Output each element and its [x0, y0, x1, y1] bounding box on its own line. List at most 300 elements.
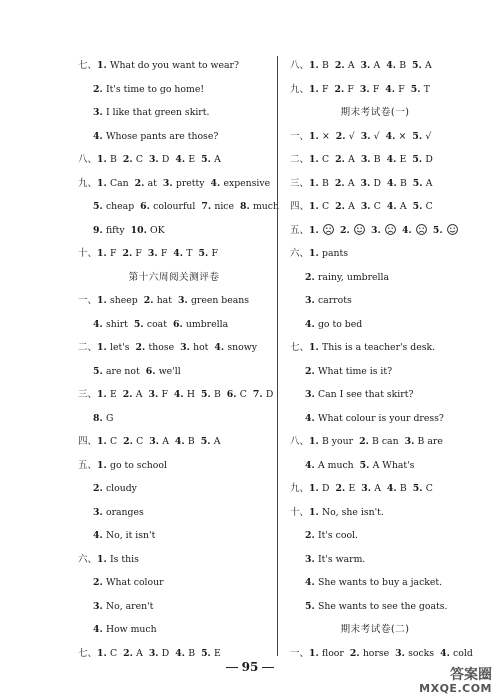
answer-item — [361, 54, 381, 78]
item-number: 4 . — [175, 154, 188, 165]
answer-item — [174, 383, 195, 407]
answer-item — [309, 54, 329, 78]
item-number: 3 . — [305, 295, 318, 306]
item-number: 4 . — [175, 436, 188, 447]
item-number: 1 . — [309, 84, 322, 95]
item-answer: A — [135, 389, 143, 400]
item-number: 3 . — [360, 84, 373, 95]
item-answer: B — [188, 647, 196, 659]
answer-item — [93, 595, 153, 619]
answer-item — [387, 477, 407, 501]
item-answer: √ — [425, 130, 432, 142]
answer-line — [78, 454, 270, 478]
item-number: 2 . — [335, 154, 348, 165]
answer-item — [97, 242, 116, 266]
item-number: 4 . — [387, 154, 400, 165]
item-number: 6 . — [140, 201, 153, 212]
answer-item — [387, 195, 407, 219]
answer-item — [309, 336, 435, 360]
item-answer: at — [147, 177, 157, 189]
answer-item — [335, 477, 355, 501]
item-number: 4 . — [214, 342, 227, 353]
item-answer: rainy, umbrella — [317, 271, 390, 283]
answer-item — [97, 336, 130, 360]
item-answer: What time is it? — [317, 365, 393, 377]
item-answer: A — [373, 60, 381, 71]
page-number — [0, 660, 500, 674]
item-answer: oranges — [105, 506, 144, 518]
item-number: 1 . — [97, 648, 110, 659]
answer-line — [78, 313, 270, 337]
item-number: 3 . — [395, 648, 408, 659]
item-number: 1 . — [309, 436, 322, 447]
answer-item — [123, 383, 143, 407]
item-number: 2 . — [334, 84, 347, 95]
item-answer: B — [373, 154, 381, 165]
question-section-label: 九 、 — [78, 178, 97, 189]
watermark-logo: 答案圈 — [450, 667, 492, 683]
item-number: 3 . — [148, 248, 161, 259]
answer-item — [211, 172, 271, 196]
answer-line — [290, 219, 460, 243]
answer-line — [78, 172, 270, 196]
sad-face-icon — [415, 225, 427, 236]
answer-line — [78, 430, 270, 454]
item-number: 2 . — [335, 201, 348, 212]
answer-item — [371, 219, 396, 243]
item-answer: E — [399, 154, 407, 165]
item-answer: A What's — [372, 459, 415, 471]
item-answer: pretty — [175, 177, 205, 189]
question-section-label: 八 、 — [78, 154, 97, 165]
answer-line — [290, 454, 460, 478]
answer-item — [309, 501, 384, 525]
answer-item — [309, 242, 348, 266]
item-number: 3 . — [180, 342, 193, 353]
item-number: 4 . — [305, 413, 318, 424]
item-answer: D — [322, 483, 330, 494]
answer-item — [201, 430, 221, 454]
item-answer: Is this — [110, 553, 139, 565]
item-number: 1 . — [309, 483, 322, 494]
answer-item — [123, 430, 143, 454]
item-number: 4 . — [305, 577, 318, 588]
sad-face-icon — [384, 225, 396, 236]
item-answer: B — [110, 154, 117, 165]
answer-item — [163, 172, 205, 196]
item-answer: fifty — [105, 224, 125, 236]
answer-item — [93, 313, 128, 337]
item-answer: √ — [373, 130, 380, 142]
item-answer: D — [373, 177, 381, 189]
item-answer: C — [239, 389, 247, 400]
item-number: 2 . — [305, 530, 318, 541]
answer-item — [361, 477, 381, 501]
answer-item — [149, 148, 169, 172]
item-answer: floor — [322, 647, 344, 659]
item-answer: × — [322, 130, 330, 142]
page-number-text: 95 — [241, 660, 259, 674]
item-number: 3 . — [149, 436, 162, 447]
item-number: 5 . — [412, 131, 425, 142]
item-number: 5 . — [411, 84, 424, 95]
item-number: 2 . — [93, 577, 106, 588]
answer-item — [305, 571, 442, 595]
answer-item — [386, 125, 407, 149]
item-answer: B your — [322, 436, 354, 447]
item-answer: Can I see that skirt? — [317, 389, 414, 400]
answer-line — [290, 289, 460, 313]
item-answer: E — [110, 389, 117, 400]
item-answer: go to bed — [317, 318, 363, 330]
section-heading: 期末考试卷(二) — [340, 624, 410, 635]
answer-item — [335, 148, 355, 172]
item-number: 2 . — [123, 648, 136, 659]
question-section-label: 三 、 — [290, 178, 309, 189]
item-number: 1 . — [97, 248, 110, 259]
item-number: 2 . — [359, 436, 372, 447]
item-number: 3 . — [405, 436, 418, 447]
answer-line — [290, 595, 460, 619]
question-section-label: 九 、 — [290, 84, 309, 95]
item-answer: green beans — [190, 295, 250, 306]
answer-item — [305, 383, 413, 407]
answer-item — [405, 430, 443, 454]
item-number: 4 . — [175, 648, 188, 659]
answer-item — [93, 501, 144, 525]
answer-line — [290, 524, 460, 548]
item-number: 8 . — [93, 413, 106, 424]
answer-line — [78, 148, 270, 172]
answer-item — [144, 289, 172, 313]
item-answer: F — [135, 248, 142, 259]
question-section-label: 五 、 — [290, 225, 309, 236]
item-number: 4 . — [387, 201, 400, 212]
smiley-face-icon — [446, 225, 458, 236]
answer-item — [93, 219, 125, 243]
item-number: 1 . — [309, 60, 322, 71]
answer-item — [173, 313, 228, 337]
item-answer: F — [398, 83, 405, 95]
answer-item — [412, 54, 432, 78]
item-number: 2 . — [135, 178, 148, 189]
item-number: 2 . — [144, 295, 157, 306]
item-number: 10 . — [131, 225, 150, 236]
item-answer: those — [148, 342, 175, 353]
answer-item — [360, 78, 379, 102]
answer-item — [93, 125, 218, 149]
answer-item — [93, 477, 137, 501]
answer-item — [97, 383, 117, 407]
answer-item — [93, 407, 113, 431]
answer-line — [290, 548, 460, 572]
item-number: 5 . — [201, 389, 214, 400]
item-number: 3 . — [163, 178, 176, 189]
section-heading: 第十六周阅关测评卷 — [128, 271, 220, 283]
item-answer: F — [347, 83, 354, 95]
answer-item — [135, 172, 157, 196]
item-answer: C — [425, 201, 433, 212]
item-number: 5 . — [134, 319, 147, 330]
item-answer: She wants to see the goats. — [317, 600, 448, 612]
item-answer: A — [347, 177, 355, 189]
item-answer: snowy — [227, 342, 257, 353]
item-answer: E — [214, 647, 221, 659]
item-answer: C — [373, 201, 381, 212]
item-number: 9 . — [93, 225, 106, 236]
item-answer: B — [213, 389, 221, 400]
answer-item — [97, 289, 138, 313]
item-number: 1 . — [309, 342, 322, 353]
item-answer: D — [161, 647, 170, 659]
answer-item — [305, 548, 365, 572]
item-answer: B — [399, 60, 407, 71]
item-answer: C — [136, 436, 144, 447]
answer-item — [385, 78, 404, 102]
item-number: 5 . — [201, 436, 214, 447]
answer-item — [173, 242, 192, 266]
question-section-label: 二 、 — [290, 154, 309, 165]
answer-item — [93, 618, 157, 642]
item-number: 1 . — [97, 295, 110, 306]
answer-line — [290, 54, 460, 78]
item-answer: F — [160, 248, 168, 259]
item-number: 4 . — [402, 225, 415, 236]
answer-item — [240, 195, 279, 219]
item-answer: C — [135, 154, 143, 165]
answer-item — [134, 313, 167, 337]
answer-item — [93, 195, 134, 219]
item-number: 1 . — [309, 507, 322, 518]
item-answer: cloudy — [105, 483, 137, 494]
answer-line — [78, 195, 279, 219]
item-number: 1 . — [309, 648, 322, 659]
item-answer: A much — [317, 459, 354, 471]
answer-line — [290, 172, 460, 196]
answer-item — [201, 148, 221, 172]
item-number: 5 . — [412, 60, 425, 71]
item-answer: F — [211, 248, 218, 259]
item-answer: B — [187, 436, 195, 447]
question-section-label: 七 、 — [290, 342, 309, 353]
answer-line — [290, 313, 460, 337]
answer-item — [361, 172, 381, 196]
item-number: 2 . — [305, 272, 318, 283]
answer-item — [309, 477, 329, 501]
answer-item — [227, 383, 247, 407]
item-number: 3 . — [361, 178, 374, 189]
answer-item — [201, 195, 234, 219]
item-answer: expensive — [223, 177, 271, 189]
answer-line — [78, 78, 270, 102]
answer-line — [290, 78, 460, 102]
item-answer: It's warm. — [317, 553, 366, 565]
answer-line — [290, 148, 460, 172]
answer-item — [214, 336, 257, 360]
item-number: 3 . — [178, 295, 191, 306]
question-section-label: 一 、 — [290, 131, 309, 142]
item-number: 3 . — [305, 554, 318, 565]
item-answer: E — [188, 154, 196, 165]
item-number: 3 . — [361, 483, 374, 494]
item-answer: A — [348, 201, 355, 212]
item-number: 4 . — [386, 131, 399, 142]
item-answer: B — [322, 177, 329, 189]
answer-item — [93, 78, 204, 102]
item-answer: I like that green skirt. — [105, 107, 210, 118]
answer-item — [336, 125, 355, 149]
answer-item — [149, 430, 169, 454]
question-section-label: 十 、 — [290, 507, 309, 518]
answer-item — [360, 454, 415, 478]
answer-line — [78, 407, 270, 431]
item-answer: pants — [322, 248, 348, 259]
item-answer: A — [425, 60, 432, 71]
answer-item — [97, 430, 117, 454]
question-section-label: 一 、 — [290, 648, 309, 659]
item-answer: A — [214, 154, 221, 165]
answer-line — [78, 336, 270, 360]
answer-line — [78, 501, 270, 525]
left-column — [78, 54, 279, 665]
item-number: 2 . — [123, 436, 136, 447]
item-number: 3 . — [93, 601, 106, 612]
item-number: 8 . — [240, 201, 253, 212]
item-number: 2 . — [336, 131, 349, 142]
question-section-label: 四 、 — [290, 201, 309, 212]
answer-line — [78, 618, 270, 642]
item-number: 4 . — [387, 483, 400, 494]
item-number: 3 . — [361, 131, 374, 142]
item-number: 2 . — [123, 154, 136, 165]
item-answer: C — [110, 436, 118, 447]
item-number: 1 . — [97, 342, 110, 353]
item-answer: carrots — [317, 295, 352, 306]
answer-item — [433, 219, 458, 243]
item-answer: E — [348, 483, 356, 494]
answer-item — [305, 454, 354, 478]
answer-item — [309, 148, 329, 172]
item-number: 1 . — [97, 389, 110, 400]
answer-item — [413, 477, 433, 501]
item-number: 5 . — [360, 460, 373, 471]
answer-item — [140, 195, 195, 219]
item-answer: A — [162, 436, 169, 447]
answer-item — [97, 54, 239, 78]
item-answer: B can — [372, 436, 399, 447]
item-number: 1 . — [309, 131, 322, 142]
answer-item — [122, 242, 141, 266]
item-number: 5 . — [93, 201, 106, 212]
item-number: 5 . — [198, 248, 211, 259]
item-number: 2 . — [93, 84, 106, 95]
item-number: 4 . — [386, 60, 399, 71]
question-section-label: 三 、 — [78, 389, 97, 400]
item-answer: hot — [193, 342, 209, 353]
answer-line — [78, 360, 270, 384]
item-number: 1 . — [97, 436, 110, 447]
question-section-label: 二 、 — [78, 342, 97, 353]
item-number: 4 . — [211, 178, 224, 189]
answer-item — [97, 454, 167, 478]
answer-item — [178, 289, 249, 313]
item-number: 5 . — [93, 366, 106, 377]
item-number: 5 . — [413, 178, 426, 189]
item-number: 2 . — [305, 366, 318, 377]
column-divider — [277, 56, 278, 656]
item-answer: cold — [453, 647, 473, 659]
item-answer: B — [399, 483, 407, 494]
answer-item — [309, 172, 329, 196]
item-number: 2 . — [123, 389, 136, 400]
item-answer: A — [425, 177, 433, 189]
answer-item — [123, 148, 143, 172]
answer-line — [290, 242, 460, 266]
answer-item — [175, 148, 195, 172]
item-answer: It's time to go home! — [105, 83, 205, 95]
answer-item — [335, 172, 355, 196]
item-answer: C — [425, 483, 433, 494]
answer-item — [412, 125, 431, 149]
answer-item — [305, 524, 358, 548]
item-number: 4 . — [305, 319, 318, 330]
item-answer: A — [399, 201, 407, 212]
answer-item — [146, 360, 181, 384]
item-number: 5 . — [413, 483, 426, 494]
question-section-label: 七 、 — [78, 648, 97, 659]
answer-item — [340, 219, 365, 243]
item-number: 5 . — [201, 648, 214, 659]
item-answer: C — [322, 154, 330, 165]
answer-item — [412, 148, 432, 172]
answer-item — [335, 195, 355, 219]
item-number: 2 . — [340, 225, 353, 236]
item-number: 1 . — [97, 60, 110, 71]
item-answer: F — [372, 83, 380, 95]
answer-item — [198, 242, 217, 266]
item-number: 3 . — [361, 154, 374, 165]
question-section-label: 六 、 — [290, 248, 309, 259]
answer-item — [309, 430, 353, 454]
item-answer: × — [398, 130, 407, 142]
item-answer: She wants to buy a jacket. — [317, 577, 443, 588]
item-number: 4 . — [93, 530, 106, 541]
item-number: 3 . — [149, 154, 162, 165]
answer-line — [78, 242, 270, 266]
item-answer: socks — [408, 647, 435, 659]
answer-line — [290, 195, 460, 219]
question-section-label: 八 、 — [290, 60, 309, 71]
item-answer: Whose pants are those? — [105, 130, 219, 142]
answer-item — [305, 595, 448, 619]
item-number: 4 . — [440, 648, 453, 659]
answer-item — [361, 195, 381, 219]
item-number: 2 . — [122, 248, 135, 259]
answer-line — [78, 477, 270, 501]
item-answer: A — [348, 154, 355, 165]
item-answer: F — [161, 389, 168, 400]
answer-line — [290, 125, 460, 149]
item-number: 1 . — [309, 248, 322, 259]
item-number: 7 . — [253, 389, 266, 400]
item-answer: C — [110, 647, 118, 659]
item-number: 4 . — [93, 319, 106, 330]
right-column — [290, 54, 473, 665]
answer-item — [305, 360, 392, 384]
item-number: 3 . — [361, 201, 374, 212]
answer-item — [131, 219, 165, 243]
question-section-label: 七 、 — [78, 60, 97, 71]
